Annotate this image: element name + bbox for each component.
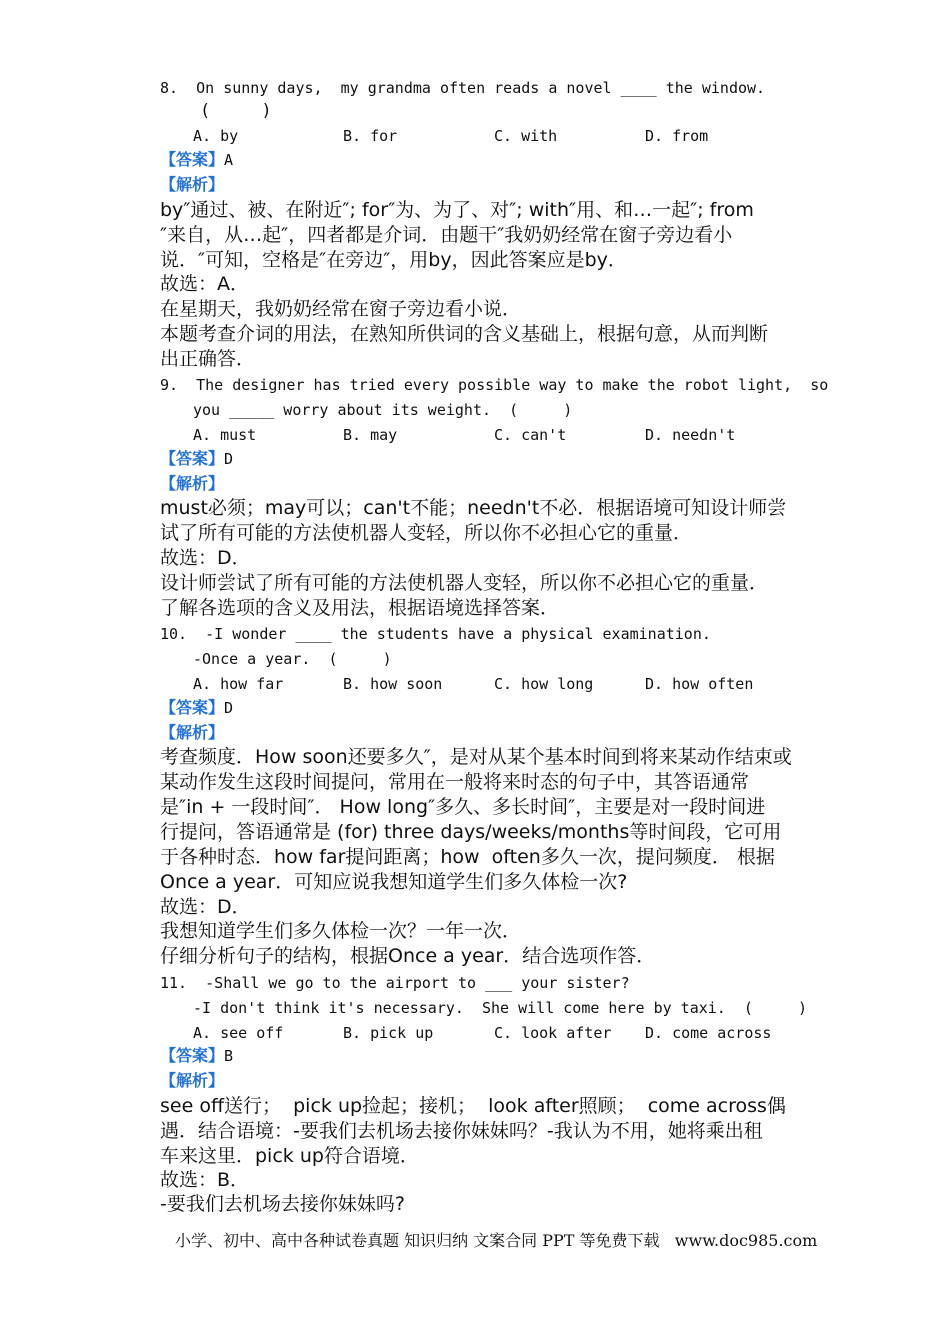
q8-stem-line-2: ( ) — [200, 101, 272, 121]
q10-option-b: B. how soon — [343, 675, 443, 693]
q9-analysis-line-4: 设计师尝试了所有可能的方法使机器人变轻，所以你不必担心它的重量． — [160, 572, 769, 594]
q10-option-a: A. how far — [193, 675, 284, 693]
answer-value: A — [224, 151, 234, 169]
answer-value: D — [224, 450, 234, 468]
answer-value: D — [224, 699, 234, 717]
q11-analysis-line-2: 遇．结合语境：-要我们去机场去接你妹妹吗？-我认为不用，她将乘出租 — [160, 1120, 763, 1142]
q10-analysis-line-4: 行提问，答语通常是 (for) three days/weeks/months等时间段，它可用 — [160, 821, 782, 843]
answer-tag: 【答案】 — [160, 1046, 225, 1065]
q8-analysis-line-4: 故选：A． — [160, 273, 249, 295]
q10-option-d: D. how often — [645, 675, 754, 693]
q10-answer — [160, 696, 233, 721]
q10-analysis-line-1: 考查频度．How soon还要多久″，是对从某个基本时间到将来某动作结束或 — [160, 746, 792, 768]
q10-analysis-line-8: 我想知道学生们多久体检一次？一年一次． — [160, 920, 522, 942]
q11-analysis-line-3: 车来这里．pick up符合语境． — [160, 1145, 419, 1167]
q11-option-b: B. pick up — [343, 1024, 434, 1042]
q9-option-d: D. needn't — [645, 426, 736, 444]
q10-analysis-heading — [160, 721, 224, 746]
answer-tag: 【答案】 — [160, 150, 225, 169]
answer-tag: 【答案】 — [160, 698, 225, 717]
q8-analysis-line-6: 本题考查介词的用法，在熟知所供词的含义基础上，根据句意，从而判断 — [160, 323, 769, 345]
q11-answer — [160, 1044, 233, 1069]
answer-tag: 【答案】 — [160, 449, 225, 468]
q9-analysis-heading — [160, 472, 224, 497]
q11-stem-line-2: -I don't think it's necessary. She will come here by taxi. ( ) — [193, 999, 808, 1017]
q8-analysis-line-3: 说．″可知，空格是″在旁边″，用by，因此答案应是by． — [160, 249, 627, 271]
q8-analysis-line-7: 出正确答． — [160, 348, 256, 370]
q8-option-a: A. by — [193, 127, 239, 145]
q8-analysis-heading — [160, 173, 224, 198]
q9-analysis-line-5: 了解各选项的含义及用法，根据语境选择答案． — [160, 597, 560, 619]
analysis-tag: 【解析】 — [160, 175, 225, 194]
q10-stem-line-1: 10. -I wonder ____ the students have a physical examination. — [160, 625, 711, 643]
q9-option-b: B. may — [343, 426, 398, 444]
q11-analysis-line-4: 故选：B． — [160, 1169, 250, 1191]
page-footer: 小学、初中、高中各种试卷真题 知识归纳 文案合同 PPT 等免费下载 www.doc985.com — [175, 1231, 818, 1250]
q9-analysis-line-3: 故选：D． — [160, 547, 251, 569]
analysis-tag: 【解析】 — [160, 723, 225, 742]
q11-analysis-line-1: see off送行； pick up捡起；接机； look after照顾； come across偶 — [160, 1095, 786, 1117]
q10-analysis-line-6: Once a year．可知应说我想知道学生们多久体检一次? — [160, 871, 628, 893]
q11-option-d: D. come across — [645, 1024, 772, 1042]
q9-option-a: A. must — [193, 426, 257, 444]
q10-analysis-line-9: 仔细分析句子的结构，根据Once a year．结合选项作答． — [160, 945, 656, 967]
q9-option-c: C. can't — [494, 426, 567, 444]
q8-option-d: D. from — [645, 127, 709, 145]
q10-stem-line-2: -Once a year. ( ) — [193, 650, 392, 668]
analysis-tag: 【解析】 — [160, 1071, 225, 1090]
answer-value: B — [224, 1047, 234, 1065]
q8-analysis-line-5: 在星期天，我奶奶经常在窗子旁边看小说． — [160, 298, 522, 320]
q10-analysis-line-7: 故选：D． — [160, 896, 251, 918]
q8-analysis-line-1: by″通过、被、在附近″; for″为、为了、对″; with″用、和…一起″; from — [160, 199, 754, 221]
q9-stem-line-2: you _____ worry about its weight. ( ) — [193, 401, 573, 419]
q10-option-c: C. how long — [494, 675, 594, 693]
q10-analysis-line-2: 某动作发生这段时间提问，常用在一般将来时态的句子中，其答语通常 — [160, 771, 750, 793]
q11-stem-line-1: 11. -Shall we go to the airport to ___ your sister? — [160, 974, 630, 992]
q11-option-a: A. see off — [193, 1024, 284, 1042]
q8-option-b: B. for — [343, 127, 398, 145]
q9-analysis-line-2: 试了所有可能的方法使机器人变轻，所以你不必担心它的重量． — [160, 522, 693, 544]
q8-answer — [160, 148, 233, 173]
q9-analysis-line-1: must必须；may可以；can't不能；needn't不必．根据语境可知设计师尝 — [160, 497, 787, 519]
analysis-tag: 【解析】 — [160, 474, 225, 493]
q8-option-c: C. with — [494, 127, 558, 145]
q11-analysis-heading — [160, 1069, 224, 1094]
q10-analysis-line-3: 是″in + 一段时间″． How long″多久、多长时间″，主要是对一段时间进 — [160, 796, 766, 818]
q9-stem-line-1: 9. The designer has tried every possible way to make the robot light, so — [160, 376, 829, 394]
q8-analysis-line-2: ″来自，从…起″，四者都是介词．由题干″我奶奶经常在窗子旁边看小 — [160, 224, 733, 246]
q8-stem-line-1: 8. On sunny days, my grandma often reads a novel ____ the window. — [160, 79, 766, 97]
q9-answer — [160, 447, 233, 472]
q10-analysis-line-5: 于各种时态．how far提问距离；how often多久一次，提问频度． 根据 — [160, 846, 775, 868]
q11-analysis-line-5: -要我们去机场去接你妹妹吗? — [160, 1193, 405, 1215]
q11-option-c: C. look after — [494, 1024, 612, 1042]
